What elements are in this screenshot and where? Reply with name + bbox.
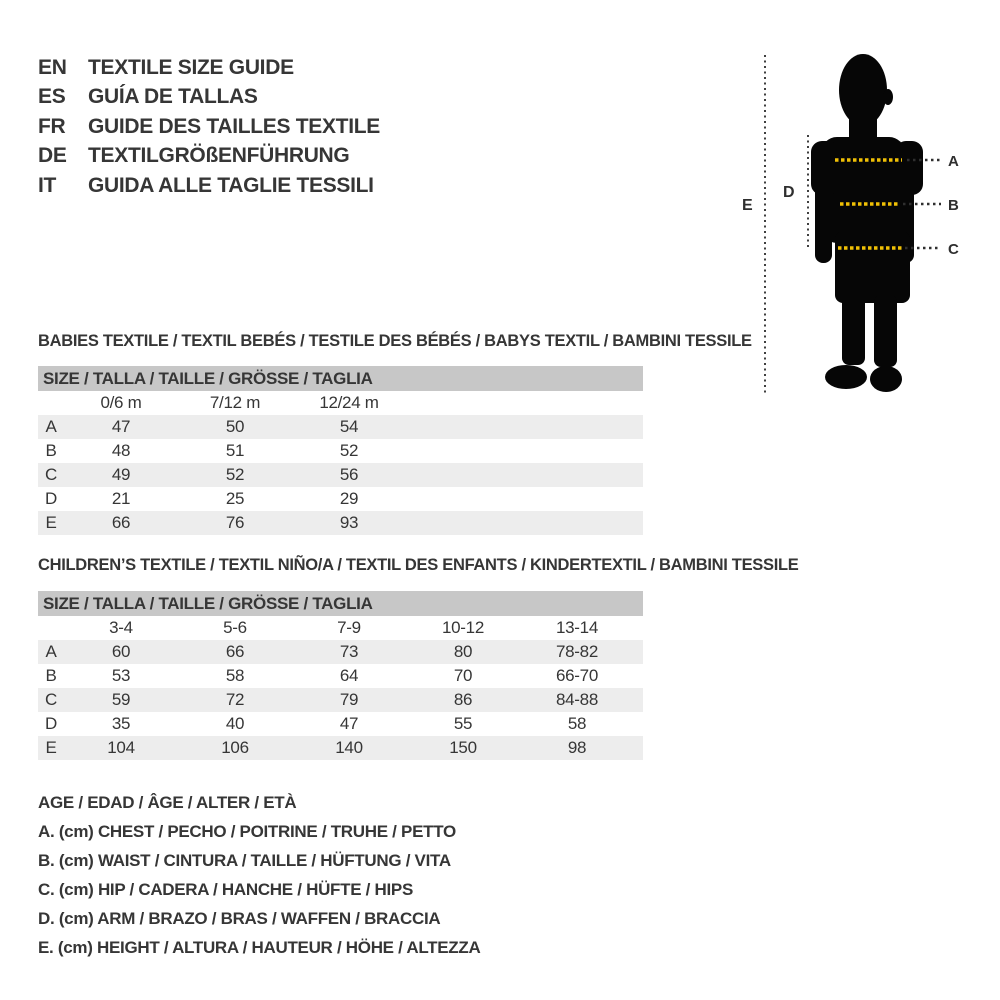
cell: 78-82 bbox=[520, 640, 634, 664]
cell: 52 bbox=[178, 463, 292, 487]
lang-code: DE bbox=[38, 144, 67, 168]
cell: 52 bbox=[339, 441, 359, 460]
row-label: B bbox=[45, 441, 57, 460]
cell: 73 bbox=[292, 640, 406, 664]
figure-label-c: C bbox=[948, 241, 959, 258]
cell: 25 bbox=[225, 489, 245, 508]
cell: 72 bbox=[178, 688, 292, 712]
cell: 53 bbox=[111, 666, 131, 685]
cell: 84-88 bbox=[520, 688, 634, 712]
table-header: SIZE / TALLA / TAILLE / GRÖSSE / TAGLIA bbox=[38, 591, 643, 616]
cell: 64 bbox=[339, 666, 359, 685]
cell: 66-70 bbox=[556, 666, 598, 685]
table-row bbox=[38, 511, 643, 535]
column-header-row bbox=[38, 391, 643, 415]
lang-code: IT bbox=[38, 173, 57, 197]
table-row bbox=[38, 640, 643, 664]
table-row bbox=[38, 688, 643, 712]
cell: 29 bbox=[339, 489, 359, 508]
column-header: 13-14 bbox=[556, 618, 598, 637]
cell: 98 bbox=[520, 736, 634, 760]
legend-hip: C. (cm) HIP / CADERA / HANCHE / HÜFTE / HIPS bbox=[38, 880, 414, 899]
row-label: A bbox=[38, 415, 64, 439]
column-header: 0/6 m bbox=[100, 393, 142, 412]
legend-arm: D. (cm) ARM / BRAZO / BRAS / WAFFEN / BRACCIA bbox=[38, 909, 441, 928]
table-row bbox=[38, 736, 643, 760]
cell: 60 bbox=[64, 640, 178, 664]
cell: 150 bbox=[406, 736, 520, 760]
table-row bbox=[38, 664, 643, 688]
cell: 70 bbox=[453, 666, 473, 685]
lang-row-es bbox=[38, 83, 380, 113]
cell: 47 bbox=[339, 714, 359, 733]
lang-title: GUÍA DE TALLAS bbox=[88, 85, 258, 109]
child-silhouette bbox=[811, 54, 923, 392]
cell: 66 bbox=[64, 511, 178, 535]
cell: 86 bbox=[406, 688, 520, 712]
children-section-title: CHILDREN’S TEXTILE / TEXTIL NIÑO/A / TEXTIL DES ENFANTS / KINDERTEXTIL / BAMBINI TESSILE bbox=[38, 556, 799, 574]
figure-label-e: E bbox=[742, 197, 753, 214]
column-header: 5-6 bbox=[223, 618, 247, 637]
cell: 55 bbox=[453, 714, 473, 733]
cell: 56 bbox=[292, 463, 406, 487]
cell: 59 bbox=[64, 688, 178, 712]
cell: 79 bbox=[292, 688, 406, 712]
lang-code: FR bbox=[38, 114, 66, 138]
cell: 48 bbox=[111, 441, 131, 460]
lang-code: ES bbox=[38, 85, 66, 109]
table-header-row bbox=[38, 591, 643, 616]
row-label: C bbox=[38, 688, 64, 712]
lang-row-fr bbox=[38, 112, 380, 142]
legend-height: E. (cm) HEIGHT / ALTURA / HAUTEUR / HÖHE / ALTEZZA bbox=[38, 938, 481, 957]
babies-size-table bbox=[38, 366, 643, 535]
row-label: D bbox=[45, 489, 57, 508]
row-label: C bbox=[38, 463, 64, 487]
figure-label-d: D bbox=[783, 184, 795, 201]
legend-chest: A. (cm) CHEST / PECHO / POITRINE / TRUHE / PETTO bbox=[38, 822, 456, 841]
table-row bbox=[38, 487, 643, 511]
cell: 21 bbox=[111, 489, 131, 508]
legend-waist: B. (cm) WAIST / CINTURA / TAILLE / HÜFTUNG / VITA bbox=[38, 851, 451, 870]
column-header: 3-4 bbox=[109, 618, 133, 637]
cell: 76 bbox=[178, 511, 292, 535]
lang-title: GUIDE DES TAILLES TEXTILE bbox=[88, 114, 380, 138]
table-row bbox=[38, 439, 643, 463]
lang-title: GUIDA ALLE TAGLIE TESSILI bbox=[88, 173, 374, 197]
row-label: E bbox=[38, 736, 64, 760]
row-label: E bbox=[38, 511, 64, 535]
cell: 51 bbox=[225, 441, 245, 460]
table-row bbox=[38, 415, 643, 439]
column-header: 7-9 bbox=[337, 618, 361, 637]
table-header: SIZE / TALLA / TAILLE / GRÖSSE / TAGLIA bbox=[38, 366, 643, 391]
cell: 58 bbox=[567, 714, 587, 733]
row-label: A bbox=[38, 640, 64, 664]
table-header-row bbox=[38, 366, 643, 391]
cell: 58 bbox=[225, 666, 245, 685]
legend-age: AGE / EDAD / ÂGE / ALTER / ETÀ bbox=[38, 793, 297, 812]
lang-row-de bbox=[38, 142, 380, 172]
row-label: D bbox=[45, 714, 57, 733]
cell: 50 bbox=[178, 415, 292, 439]
cell: 66 bbox=[178, 640, 292, 664]
language-title-list bbox=[38, 53, 380, 201]
lang-title: TEXTILE SIZE GUIDE bbox=[88, 55, 294, 79]
cell: 106 bbox=[178, 736, 292, 760]
cell: 80 bbox=[406, 640, 520, 664]
babies-section-title: BABIES TEXTILE / TEXTIL BEBÉS / TESTILE DES BÉBÉS / BABYS TEXTIL / BAMBINI TESSILE bbox=[38, 332, 752, 350]
table-row bbox=[38, 712, 643, 736]
column-header-row bbox=[38, 616, 643, 640]
figure-label-a: A bbox=[948, 153, 959, 170]
cell: 40 bbox=[225, 714, 245, 733]
table-row bbox=[38, 463, 643, 487]
cell: 47 bbox=[64, 415, 178, 439]
cell: 54 bbox=[292, 415, 406, 439]
cell: 49 bbox=[64, 463, 178, 487]
lang-code: EN bbox=[38, 55, 67, 79]
children-size-table bbox=[38, 591, 643, 760]
row-label: B bbox=[45, 666, 57, 685]
lang-title: TEXTILGRÖßENFÜHRUNG bbox=[88, 144, 350, 168]
child-silhouette-figure bbox=[735, 45, 985, 400]
column-header: 10-12 bbox=[442, 618, 484, 637]
lang-row-en bbox=[38, 53, 380, 83]
cell: 104 bbox=[64, 736, 178, 760]
cell: 140 bbox=[292, 736, 406, 760]
column-header: 7/12 m bbox=[209, 393, 261, 412]
figure-label-b: B bbox=[948, 197, 959, 214]
measurement-legend bbox=[38, 788, 480, 962]
lang-row-it bbox=[38, 171, 380, 201]
cell: 93 bbox=[292, 511, 406, 535]
cell: 35 bbox=[111, 714, 131, 733]
column-header: 12/24 m bbox=[319, 393, 379, 412]
